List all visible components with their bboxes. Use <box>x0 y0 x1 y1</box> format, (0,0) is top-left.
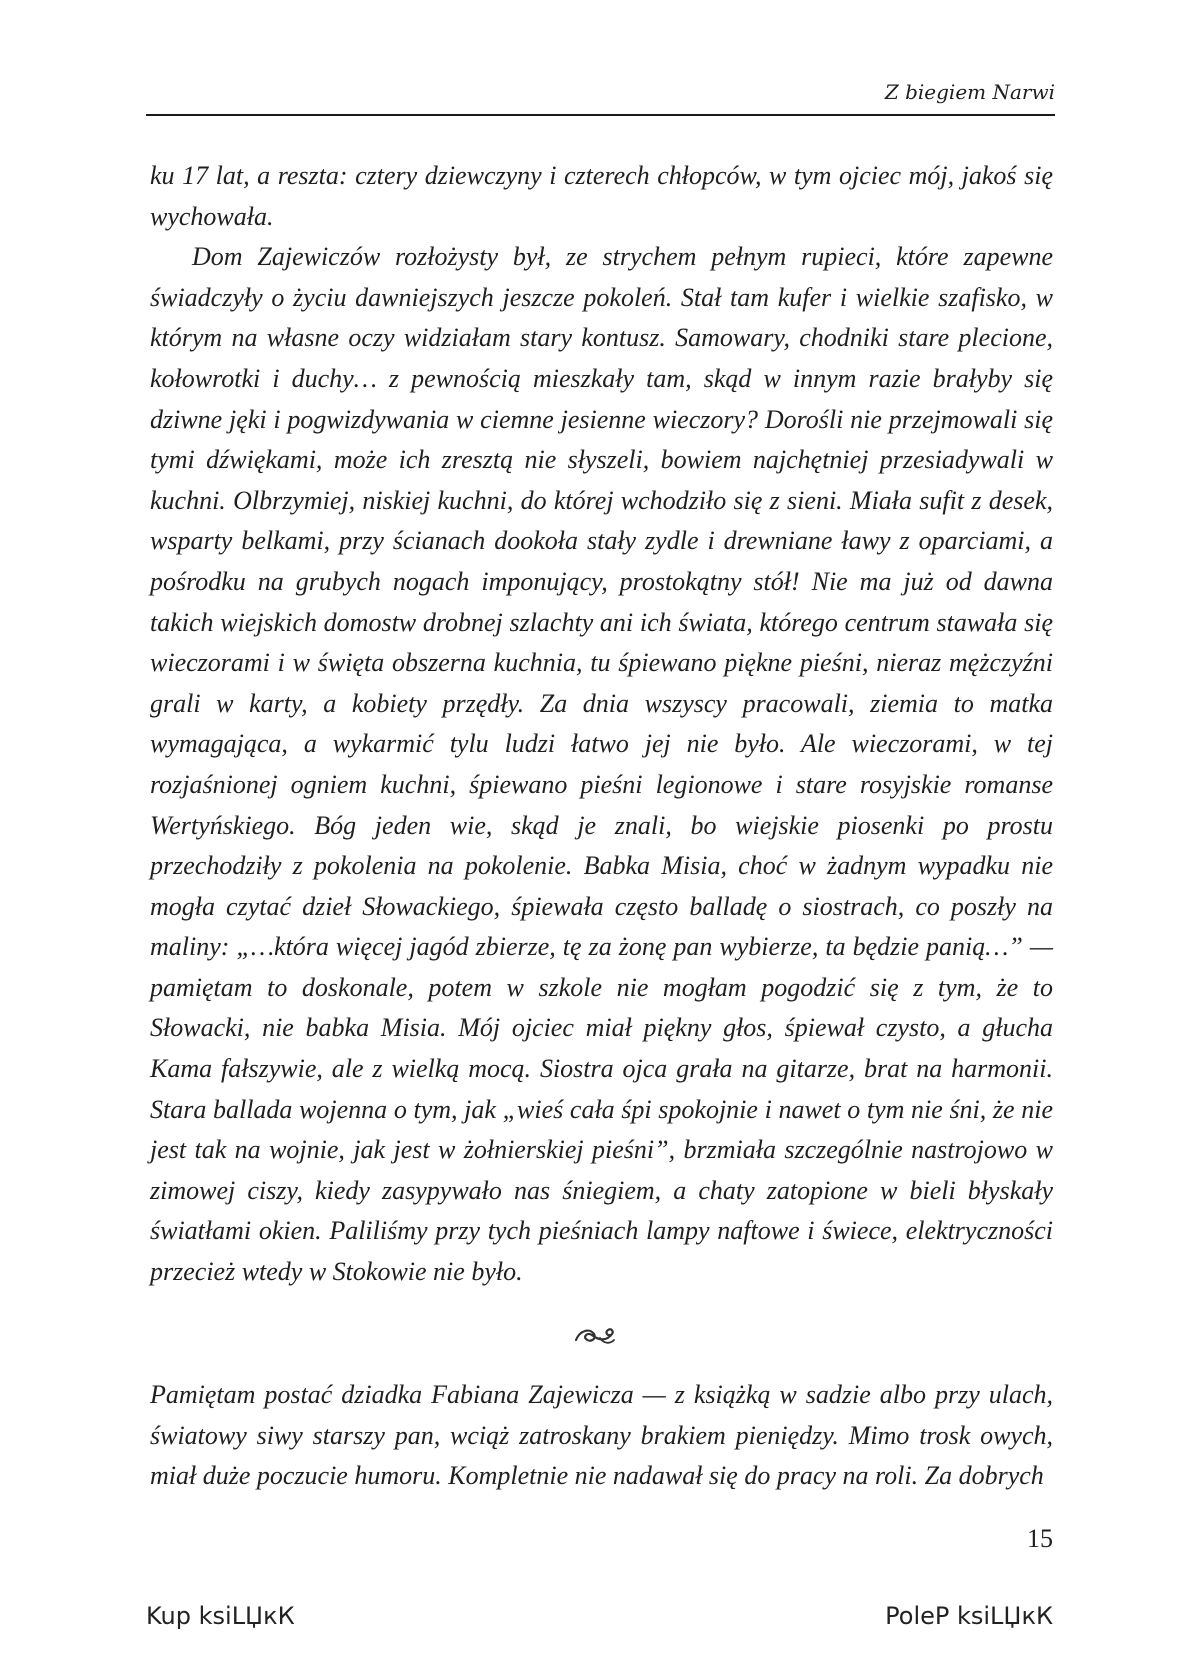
second-text-section <box>150 1375 1053 1497</box>
paragraph-zajewicz-house: Dom Zajewiczów rozłożysty był, ze strychem pełnym rupieci, które zapewne świadczyły o życiu dawniejszych jeszcze pokoleń. Stał tam kufer i wielkie szafisko, w którym na własne oczy widziałam stary kontusz. Samowary, chodniki stare plecione, kołowrotki i duchy… z pewnością mieszkały tam, skąd w innym razie brałyby się dziwne jęki i pogwizdywania w ciemne jesienne wieczory? Dorośli nie przejmowali się tymi dźwiękami, może ich zresztą nie słyszeli, bowiem najchętniej przesiadywali w kuchni. Olbrzymiej, niskiej kuchni, do której wchodziło się z sieni. Miała sufit z desek, wsparty belkami, przy ścianach dookoła stały zydle i drewniane ławy z oparciami, a pośrodku na grubych nogach imponujący, prostokątny stół! Nie ma już od dawna takich wiejskich domostw drobnej szlachty ani ich świata, którego centrum stawała się wieczorami i w święta obszerna kuchnia, tu śpiewano piękne pieśni, nieraz mężczyźni grali w karty, a kobiety przędły. Za dnia wszyscy pracowali, ziemia to matka wymagająca, a wykarmić tylu ludzi łatwo jej nie było. Ale wieczorami, w tej rozjaśnionej ogniem kuchni, śpiewano pieśni legionowe i stare rosyjskie romanse Wertyńskiego. Bóg jeden wie, skąd je znali, bo wiejskie piosenki po prostu przechodziły z pokolenia na pokolenie. Babka Misia, choć w żadnym wypadku nie mogła czytać dzieł Słowackiego, śpiewała często balladę o siostrach, co poszły na maliny: „…która więcej jagód zbierze, tę za żonę pan wybierze, ta będzie panią…” — pamiętam to doskonale, potem w szkole nie mogłam pogodzić się z tym, że to Słowacki, nie babka Misia. Mój ojciec miał piękny głos, śpiewał czysto, a głucha Kama fałszywie, ale z wielką mocą. Siostra ojca grała na gitarze, brat na harmonii. Stara ballada wojenna o tym, jak „wieś cała śpi spokojnie i nawet o tym nie śni, że nie jest tak na wojnie, jak jest w żołnierskiej pieśni”, brzmiała szczególnie nastrojowo w zimowej ciszy, kiedy zasypywało nas śniegiem, a chaty zatopione w bieli błyskały światłami okien. Paliliśmy przy tych pieśniach lampy naftowe i świece, elektryczności przecież wtedy w Stokowie nie było. <box>150 242 1053 1287</box>
fleuron-ornament-icon <box>570 1320 620 1348</box>
header-rule <box>146 114 1055 116</box>
running-header: Z biegiem Narwi <box>884 80 1055 104</box>
buy-book-link[interactable]: Kup ksiLЏкК <box>146 1602 295 1630</box>
paragraph-fabian-zajewicz: Pamiętam postać dziadka Fabiana Zajewicza — z książką w sadzie albo przy ulach, światowy siwy starszy pan, wciąż zatroskany brakiem pieniędzy. Mimo trosk owych, miał duże poczucie humoru. Kompletnie nie nadawał się do pracy na roli. Za dobrych <box>150 1380 1053 1491</box>
paragraph-continuation: ku 17 lat, a reszta: cztery dziewczyny i czterech chłopców, w tym ojciec mój, jakoś się wychowała. <box>150 161 1053 231</box>
main-text-section <box>150 156 1053 1293</box>
page-number: 15 <box>1027 1524 1053 1553</box>
recommend-book-link[interactable]: PoleP ksiLЏкК <box>885 1602 1053 1630</box>
